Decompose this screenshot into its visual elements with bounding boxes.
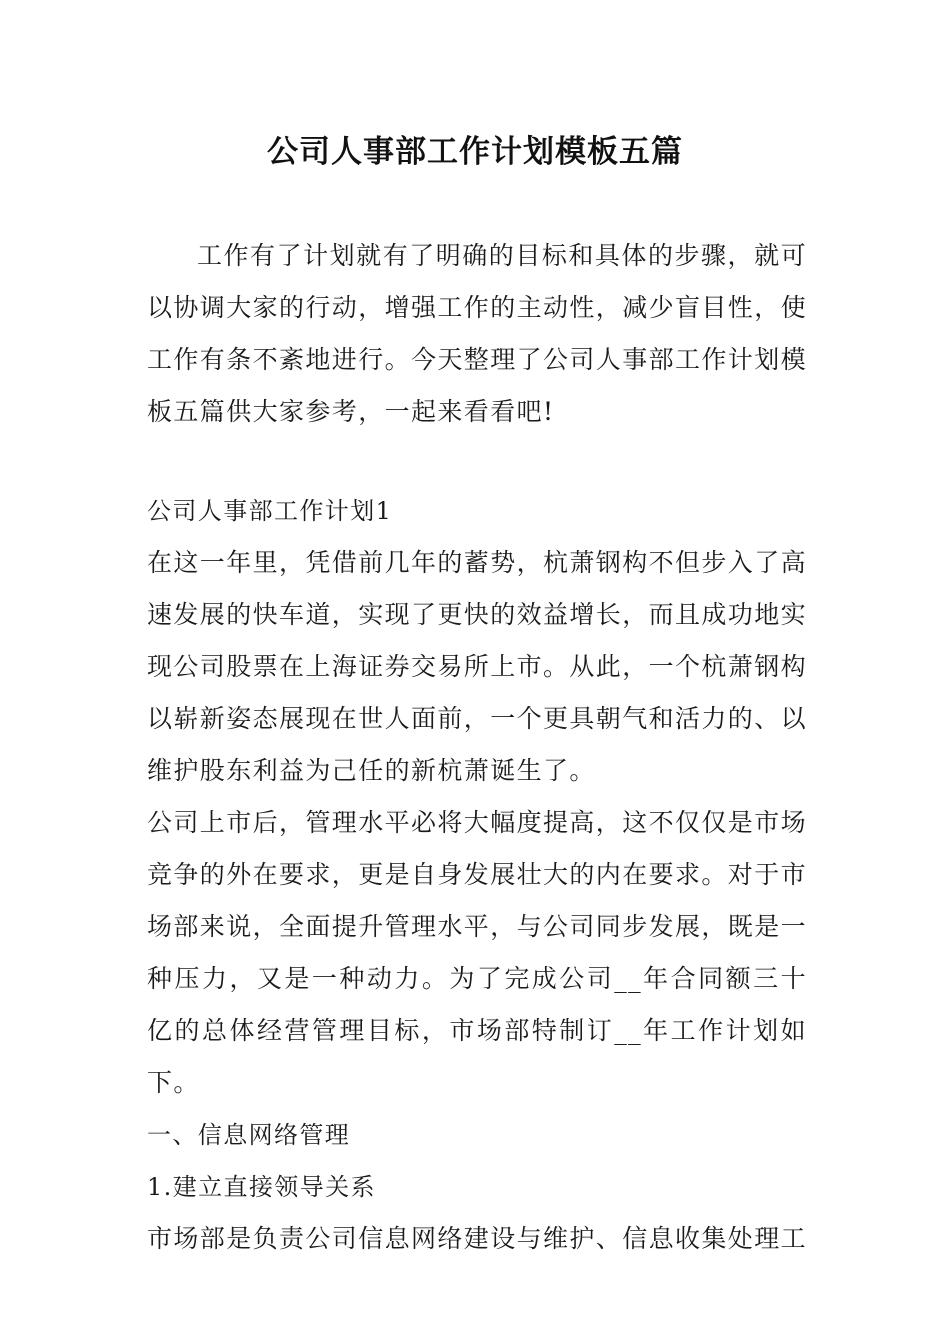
body-paragraph-1: 在这一年里，凭借前几年的蓄势，杭萧钢构不但步入了高速发展的快车道，实现了更快的效益增长，而且成功地实现公司股票在上海证券交易所上市。从此，一个杭萧钢构以崭新姿态展现在世人面前，一个更具朝气和活力的、以维护股东利益为己任的新杭萧诞生了。	[147, 548, 808, 785]
document-content	[147, 485, 807, 1265]
section-heading: 公司人事部工作计划1	[147, 497, 393, 525]
subheading-info-network: 一、信息网络管理	[147, 1121, 351, 1149]
body-paragraph-3: 市场部是负责公司信息网络建设与维护、信息收集处理工	[147, 1224, 808, 1253]
intro-paragraph: 工作有了计划就有了明确的目标和具体的步骤，就可以协调大家的行动，增强工作的主动性，减少盲目性，使工作有条不紊地进行。今天整理了公司人事部工作计划模板五篇供大家参考，一起来看看吧!	[147, 241, 808, 426]
subheading-leadership: 1.建立直接领导关系	[147, 1173, 376, 1201]
body-paragraph-2: 公司上市后，管理水平必将大幅度提高，这不仅仅是市场竞争的外在要求，更是自身发展壮大的内在要求。对于市场部来说，全面提升管理水平，与公司同步发展，既是一种压力，又是一种动力。为了完成公司__年合同额三十亿的总体经营管理目标，市场部特制订__年工作计划如下。	[147, 808, 808, 1097]
document-title: 公司人事部工作计划模板五篇	[267, 134, 683, 170]
